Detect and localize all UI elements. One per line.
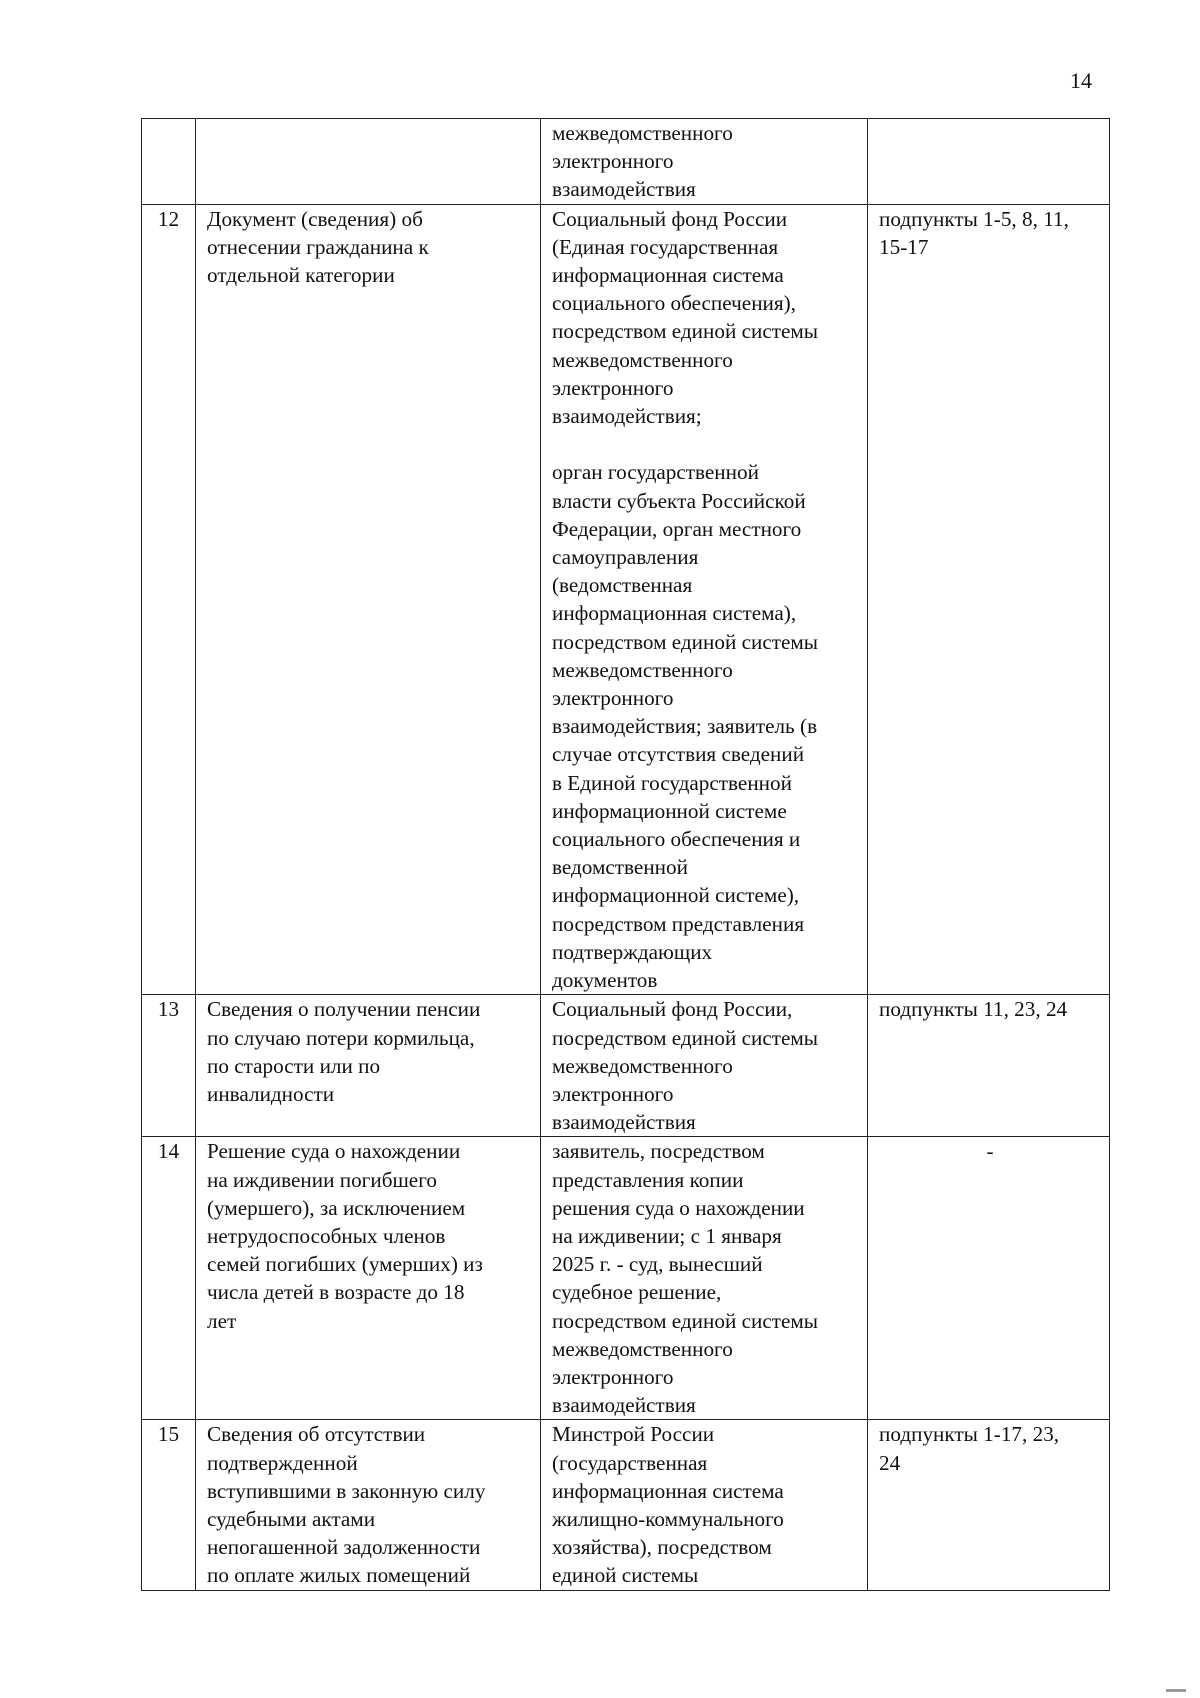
document-name-cell: Сведения об отсутствии подтвержденной вступившими в законную силу судебными актами непогашенной задолженности по оплате жилых помещений bbox=[196, 1420, 541, 1590]
source-cell: межведомственного электронного взаимодействия bbox=[541, 119, 868, 205]
row-number-cell: 13 bbox=[142, 995, 196, 1137]
page-number: 14 bbox=[1070, 68, 1092, 93]
table-row bbox=[142, 1420, 1110, 1590]
table-row bbox=[142, 995, 1110, 1137]
row-number-cell bbox=[142, 119, 196, 205]
document-table bbox=[141, 118, 1110, 1591]
row-number-cell: 12 bbox=[142, 204, 196, 995]
reference-cell bbox=[868, 119, 1110, 205]
document-name-cell: Сведения о получении пенсии по случаю потери кормильца, по старости или по инвалидности bbox=[196, 995, 541, 1137]
document-name-cell: Решение суда о нахождении на иждивении погибшего (умершего), за исключением нетрудоспособных членов семей погибших (умерших) из числа детей в возрасте до 18 лет bbox=[196, 1137, 541, 1420]
table-row bbox=[142, 204, 1110, 995]
source-cell: Минстрой России (государственная информационная система жилищно-коммунального хозяйства), посредством единой системы bbox=[541, 1420, 868, 1590]
table-row bbox=[142, 119, 1110, 205]
document-name-cell: Документ (сведения) об отнесении гражданина к отдельной категории bbox=[196, 204, 541, 995]
reference-cell: подпункты 11, 23, 24 bbox=[868, 995, 1110, 1137]
reference-cell: подпункты 1-17, 23, 24 bbox=[868, 1420, 1110, 1590]
row-number-cell: 14 bbox=[142, 1137, 196, 1420]
source-cell: Социальный фонд России (Единая государственная информационная система социального обеспечения), посредством единой системы межведомственного электронного взаимодействия; орган государственной власти субъекта Российской Федерации, орган местного самоуправления (ведомственная информационная система), посредством единой системы межведомственного электронного взаимодействия; заявитель (в случае отсутствия сведений в Единой государственной информационной системе социального обеспечения и ведомственной информационной системе), посредством представления подтверждающих документов bbox=[541, 204, 868, 995]
table-row bbox=[142, 1137, 1110, 1420]
reference-cell: - bbox=[868, 1137, 1110, 1420]
source-cell: Социальный фонд России, посредством единой системы межведомственного электронного взаимодействия bbox=[541, 995, 868, 1137]
row-number-cell: 15 bbox=[142, 1420, 196, 1590]
document-name-cell bbox=[196, 119, 541, 205]
source-cell: заявитель, посредством представления копии решения суда о нахождении на иждивении; с 1 января 2025 г. - суд, вынесший судебное решение, посредством единой системы межведомственного электронного взаимодействия bbox=[541, 1137, 868, 1420]
reference-cell: подпункты 1-5, 8, 11, 15-17 bbox=[868, 204, 1110, 995]
scan-edge-mark bbox=[1166, 1689, 1186, 1692]
